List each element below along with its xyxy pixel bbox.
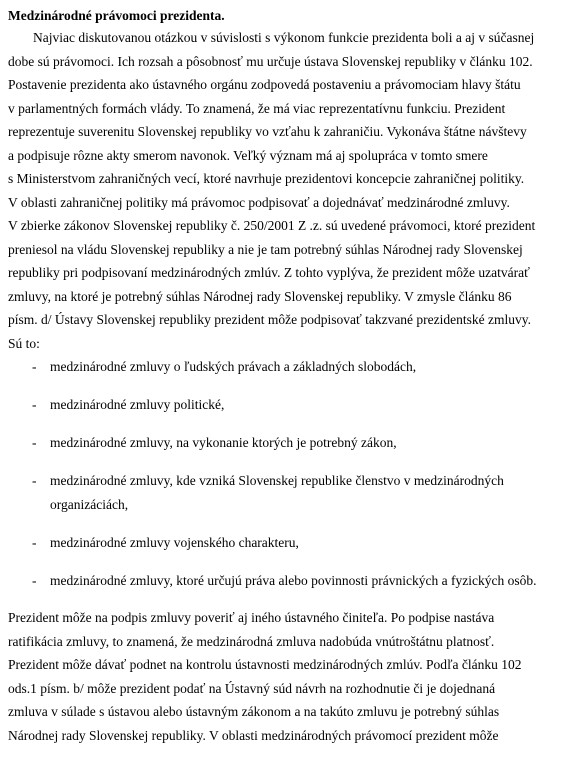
list-item-text: organizáciách,: [50, 496, 129, 512]
list-item-text: medzinárodné zmluvy, na vykonanie ktorých je potrebný zákon,: [50, 435, 397, 450]
list-dash: -: [32, 572, 37, 588]
list-item: [8, 569, 570, 593]
list-dash: -: [32, 397, 37, 412]
list-item: [8, 393, 570, 417]
paragraph-ratification: [8, 606, 570, 747]
document-title: Medzinárodné právomoci prezidenta.: [8, 8, 225, 23]
paragraph-line: s Ministerstvom zahraničných vecí, ktoré navrhuje prezidentovi koncepcie zahraničnej politiky.: [8, 171, 525, 186]
paragraph-line: písm. d/ Ústavy Slovenskej republiky prezident môže podpisovať takzvané prezidentské zmluvy.: [8, 312, 532, 327]
paragraph-line: V oblasti zahraničnej politiky má právomoc podpisovať a dojednávať medzinárodné zmluvy.: [8, 194, 510, 210]
list-item: [8, 355, 570, 379]
paragraph-line: ods.1 písm. b/ môže prezident podať na Ústavný súd návrh na rozhodnutie či je dojednaná: [8, 680, 496, 696]
list-item-text: medzinárodné zmluvy, ktoré určujú práva alebo povinnosti právnických a fyzických osôb.: [50, 572, 537, 588]
list-item-text: medzinárodné zmluvy, kde vzniká Slovenskej republike členstvo v medzinárodných: [50, 473, 504, 488]
paragraph-line: a podpisuje rôzne akty smerom navonok. Veľký význam má aj spolupráca v tomto smere: [8, 147, 488, 163]
paragraph-line: Postavenie prezidenta ako ústavného orgánu zodpovedá postaveniu a právomociam hlavy štátu: [8, 77, 521, 92]
treaty-types-list: [8, 355, 570, 592]
paragraph-line: reprezentuje suverenitu Slovenskej republiky vo vzťahu k zahraničiu. Vykonáva štátne návštevy: [8, 124, 527, 139]
paragraph-line: Prezident môže na podpis zmluvy poveriť aj iného ústavného činiteľa. Po podpise nastáva: [8, 610, 495, 625]
paragraph-line: ratifikácia zmluvy, to znamená, že medzinárodná zmluva nadobúda vnútroštátnu platnosť.: [8, 633, 495, 649]
list-item-text: medzinárodné zmluvy vojenského charakteru,: [50, 534, 299, 550]
paragraph-line: zmluvy, na ktoré je potrebný súhlas Národnej rady Slovenskej republiky. V zmysle článku 86: [8, 288, 512, 304]
list-dash: -: [32, 534, 37, 550]
list-item: [8, 469, 570, 516]
paragraph-line: preniesol na vládu Slovenskej republiky a nie je tam potrebný súhlas Národnej rady Slovenskej: [8, 241, 523, 257]
paragraph-line: Sú to:: [8, 335, 40, 351]
list-item-text: medzinárodné zmluvy politické,: [50, 397, 225, 412]
list-item: [8, 431, 570, 455]
paragraph-line: Národnej rady Slovenskej republiky. V oblasti medzinárodných právomocí prezident môže: [8, 727, 499, 743]
paragraph-line: V zbierke zákonov Slovenskej republiky č. 250/2001 Z .z. sú uvedené právomoci, ktoré prezident: [8, 218, 536, 233]
paragraph-line: Najviac diskutovanou otázkou v súvislosti s výkonom funkcie prezidenta boli a aj v súčasnej: [33, 30, 535, 45]
paragraph-line: v parlamentných formách vlády. To znamená, že má viac reprezentatívnu funkciu. Prezident: [8, 100, 506, 116]
paragraph-line: zmluva v súlade s ústavou alebo ústavným zákonom a na takúto zmluvu je potrebný súhlas: [8, 704, 500, 719]
paragraph-line: Prezident môže dávať podnet na kontrolu ústavnosti medzinárodných zmlúv. Podľa článku 102: [8, 657, 522, 672]
list-dash: -: [32, 359, 37, 374]
list-dash: -: [32, 473, 37, 488]
paragraph-line: dobe sú právomoci. Ich rozsah a pôsobnosť mu určuje ústava Slovenskej republiky v článku 102.: [8, 53, 533, 69]
list-item: [8, 531, 570, 555]
paragraph-line: republiky pri podpisovaní medzinárodných zmlúv. Z tohto vyplýva, že prezident môže uzatvárať: [8, 265, 530, 280]
list-dash: -: [32, 435, 37, 450]
list-item-text: medzinárodné zmluvy o ľudských právach a základných slobodách,: [50, 359, 417, 374]
document-page: [8, 5, 570, 747]
paragraph-intro: [8, 26, 570, 355]
